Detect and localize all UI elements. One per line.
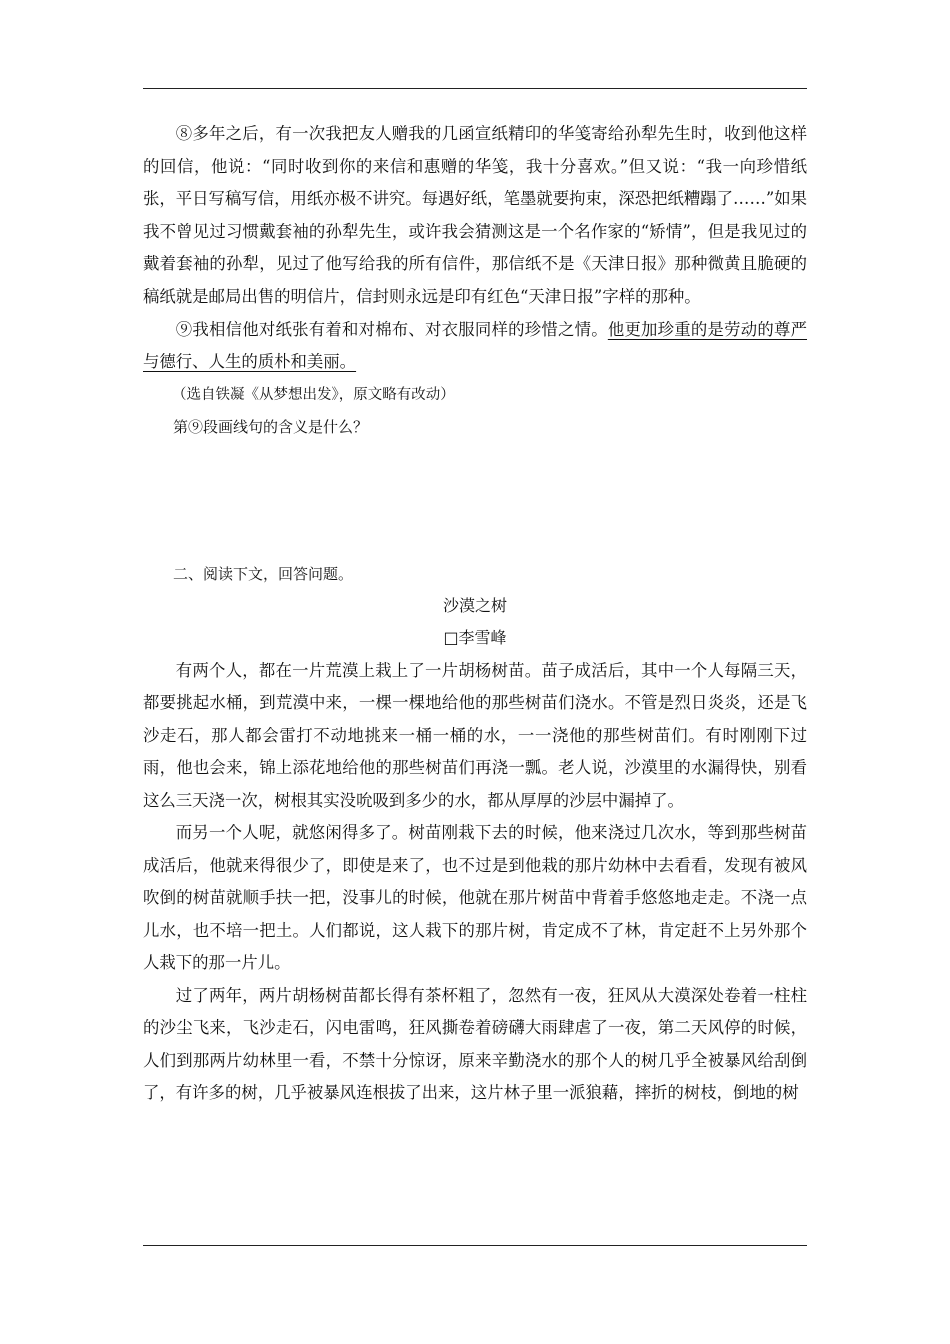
page-content xyxy=(143,118,807,1110)
answer-space xyxy=(143,443,807,558)
paragraph-9-plain: ⑨我相信他对纸张有着和对棉布、对衣服同样的珍惜之情。 xyxy=(175,319,608,339)
header-rule xyxy=(143,88,807,89)
story-paragraph: 有两个人，都在一片荒漠上栽上了一片胡杨树苗。苗子成活后，其中一个人每隔三天，都要挑起水桶，到荒漠中来，一棵一棵地给他的那些树苗们浇水。不管是烈日炎炎，还是飞沙走石，那人都会雷打不动地挑来一桶一桶的水，一一浇他的那些树苗们。有时刚刚下过雨，他也会来，锦上添花地给他的那些树苗们再浇一瓢。老人说，沙漠里的水漏得快，别看这么三天浇一次，树根其实没吮吸到多少的水，都从厚厚的沙层中漏掉了。 xyxy=(143,660,807,810)
section-heading: 二、阅读下文，回答问题。 xyxy=(173,564,354,583)
question-text: 第⑨段画线句的含义是什么？ xyxy=(173,417,369,436)
article-author: □李雪峰 xyxy=(443,628,507,648)
article-body xyxy=(143,655,807,1110)
paragraph-8: ⑧多年之后，有一次我把友人赠我的几函宣纸精印的华笺寄给孙犁先生时，收到他这样的回信，他说：“同时收到你的来信和惠赠的华笺，我十分喜欢。”但又说：“我一向珍惜纸张，平日写稿写信，用纸亦极不讲究。每遇好纸，笔墨就要拘束，深恐把纸糟蹋了……”如果我不曾见过习惯戴套袖的孙犁先生，或许我会猜测这是一个名作家的“矫情”，但是我见过的戴着套袖的孙犁，见过了他写给我的所有信件，那信纸不是《天津日报》那种微黄且脆硬的稿纸就是邮局出售的明信片，信封则永远是印有红色“天津日报”字样的那种。 xyxy=(143,124,808,306)
story-paragraph: 过了两年，两片胡杨树苗都长得有茶杯粗了，忽然有一夜，狂风从大漠深处卷着一柱柱的沙尘飞来，飞沙走石，闪电雷鸣，狂风撕卷着磅礴大雨肆虐了一夜，第二天风停的时候，人们到那两片幼林里一看，不禁十分惊讶，原来辛勤浇水的那个人的树几乎全被暴风给刮倒了，有许多的树，几乎被暴风连根拔了出来，这片林子里一派狼藉，摔折的树枝，倒地的树 xyxy=(143,985,807,1103)
story-paragraph: 而另一个人呢，就悠闲得多了。树苗刚栽下去的时候，他来浇过几次水，等到那些树苗成活后，他就来得很少了，即使是来了，也不过是到他栽的那片幼林中去看看，发现有被风吹倒的树苗就顺手扶一把，没事儿的时候，他就在那片树苗中背着手悠悠地走走。不浇一点儿水，也不培一把土。人们都说，这人栽下的那片树，肯定成不了林，肯定赶不上另外那个人栽下的那一片儿。 xyxy=(143,823,807,973)
underlined-sentence: 他更加珍重的是劳动的尊严与德行、人生的质朴和美丽。 xyxy=(143,319,808,372)
article-title: 沙漠之树 xyxy=(442,595,507,615)
paragraph-9 xyxy=(143,314,807,379)
source-citation: （选自铁凝《从梦想出发》，原文略有改动） xyxy=(172,386,455,403)
footer-rule xyxy=(143,1245,807,1246)
